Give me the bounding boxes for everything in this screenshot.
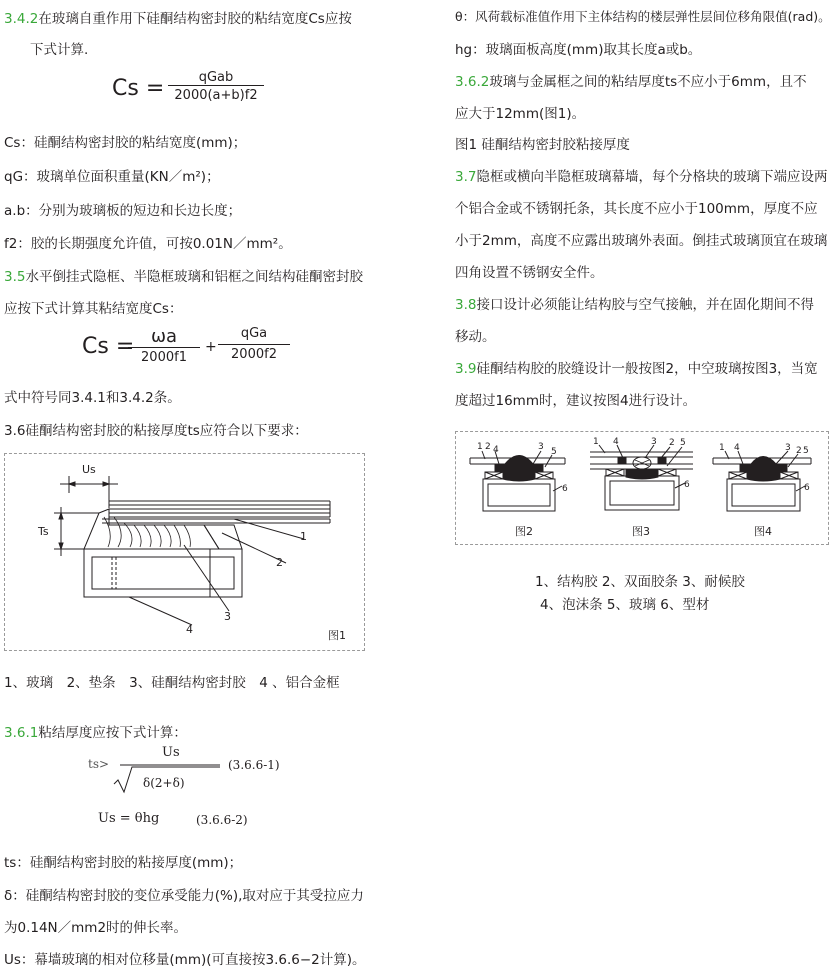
section-3-7-line2: 个铝合金或不锈钢托条，其长度不应小于100mm，厚度不应 (455, 201, 818, 217)
figure-1-caption: 图1 (328, 629, 346, 642)
legend-figure-1: 1、玻璃 2、垫条 3、硅酮结构密封胶 4 、铝合金框 (4, 675, 340, 691)
figure-4-caption: 图4 (754, 525, 772, 538)
definition-theta: θ：风荷载标准值作用下主体结构的楼层弹性层间位移角限值(rad)。 (455, 9, 831, 24)
svg-text:4: 4 (734, 443, 740, 453)
svg-text:1: 1 (719, 443, 725, 453)
section-3-7-line4: 四角设置不锈钢安全件。 (455, 265, 604, 281)
definition-qg: qG：玻璃单位面积重量(KN／m²)； (4, 169, 220, 185)
formula-2-fraction-2 (218, 326, 290, 362)
figure-1-title: 图1 硅酮结构密封胶粘接厚度 (455, 137, 630, 153)
section-3-9-line2: 度超过16mm时，建议按图4进行设计。 (455, 393, 697, 409)
formula-1-numerator: qGab (198, 70, 234, 85)
definition-delta: δ：硅酮结构密封胶的变位承受能力(%),取对应于其受拉应力 (4, 888, 364, 904)
svg-text:2: 2 (796, 446, 802, 456)
formula-3-lhs: ts> (88, 757, 110, 771)
definition-cs: Cs：硅酮结构密封胶的粘结宽度(mm)； (4, 135, 247, 151)
label-ts: Ts (38, 525, 49, 538)
formula-2-numerator-1: ωa (150, 326, 178, 347)
section-3-5-line2: 应按下式计算其粘结宽度Cs： (4, 301, 183, 317)
svg-text:1: 1 (593, 437, 599, 447)
section-number: 3.7 (455, 169, 477, 185)
note-symbols: 式中符号同3.4.1和3.4.2条。 (4, 390, 181, 406)
svg-text:6: 6 (684, 480, 690, 490)
section-number: 3.4.2 (4, 11, 39, 27)
svg-text:5: 5 (551, 447, 557, 457)
svg-text:3: 3 (651, 437, 657, 447)
formula-2-fraction-1 (128, 326, 200, 365)
svg-text:1: 1 (477, 442, 483, 452)
section-3-6-1 (4, 721, 187, 741)
svg-text:2: 2 (485, 442, 491, 452)
label-us: Us (82, 463, 96, 476)
svg-text:3: 3 (785, 443, 791, 453)
section-number: 3.5 (4, 269, 26, 285)
section-3-6-2-line1 (455, 70, 807, 90)
formula-2-lhs: Cs = (82, 334, 135, 359)
section-number: 3.6.2 (455, 74, 490, 90)
formula-4-expression: Us = θhg (98, 811, 160, 826)
figure-2-caption: 图2 (515, 525, 533, 538)
section-text: 在玻璃自重作用下硅酮结构密封胶的粘结宽度Cs应按 (38, 11, 352, 27)
formula-1-denominator: 2000(a+b)f2 (168, 85, 264, 103)
svg-text:3: 3 (538, 442, 544, 452)
definition-f2: f2：胶的长期强度允许值，可按0.01N／mm²。 (4, 236, 292, 252)
section-3-4-2-line1 (4, 7, 352, 27)
formula-2-numerator-2: qGa (240, 326, 268, 341)
svg-text:4: 4 (493, 445, 499, 455)
section-3-7-line1 (455, 165, 827, 185)
formula-2-denominator-2: 2000f2 (218, 344, 290, 362)
label-4: 4 (186, 623, 193, 636)
svg-text:6: 6 (562, 484, 568, 494)
figure-4-section (713, 451, 811, 511)
label-1: 1 (300, 530, 307, 543)
formula-3-denominator: δ(2+δ) (143, 776, 185, 790)
figure-2-section (470, 451, 565, 511)
label-2: 2 (276, 556, 283, 569)
formula-2-denominator-1: 2000f1 (128, 347, 200, 365)
section-text: 隐框或横向半隐框玻璃幕墙，每个分格块的玻璃下端应设两 (476, 169, 828, 185)
svg-text:6: 6 (804, 483, 810, 493)
formula-2-plus: + (205, 339, 217, 355)
figure-3-section (590, 445, 693, 510)
formula-3-numerator: Us (162, 745, 180, 760)
section-number: 3.8 (455, 297, 477, 313)
figure-1-drawing (4, 453, 374, 653)
section-text: 玻璃与金属框之间的粘结厚度ts不应小于6mm，且不 (489, 74, 807, 90)
svg-text:5: 5 (803, 446, 809, 456)
label-3: 3 (224, 610, 231, 623)
section-3-5-line1 (4, 265, 363, 285)
legend-figures-2-4-line2: 4、泡沫条 5、玻璃 6、型材 (540, 597, 710, 613)
formula-1-lhs: Cs = (112, 76, 165, 101)
section-3-4-2-line2: 下式计算. (30, 42, 89, 58)
svg-text:5: 5 (680, 438, 686, 448)
formula-4-tag: (3.6.6-2) (196, 813, 248, 827)
figure-3-caption: 图3 (632, 525, 650, 538)
formula-3-tag: (3.6.6-1) (228, 758, 280, 772)
definition-delta-cont: 为0.14N／mm2时的伸长率。 (4, 920, 188, 936)
section-number: 3.9 (455, 361, 477, 377)
section-3-9-line1 (455, 357, 818, 377)
section-3-6: 3.6硅酮结构密封胶的粘接厚度ts应符合以下要求： (4, 423, 308, 439)
section-text: 粘结厚度应按下式计算： (38, 725, 187, 741)
section-text: 接口设计必须能让结构胶与空气接触，并在固化期间不得 (476, 297, 814, 313)
formula-1-fraction (168, 70, 264, 103)
section-number: 3.6.1 (4, 725, 39, 741)
section-text: 硅酮结构胶的胶缝设计一般按图2，中空玻璃按图3，当宽 (476, 361, 818, 377)
section-3-8-line1 (455, 293, 814, 313)
definition-hg: hg：玻璃面板高度(mm)取其长度a或b。 (455, 42, 702, 58)
section-3-6-2-line2: 应大于12mm(图1)。 (455, 106, 586, 122)
section-3-7-line3: 小于2mm，高度不应露出玻璃外表面。倒挂式玻璃顶宜在玻璃 (455, 233, 828, 249)
definition-ab: a.b：分别为玻璃板的短边和长边长度； (4, 203, 242, 219)
figures-2-4-drawing (455, 431, 835, 547)
definition-ts: ts：硅酮结构密封胶的粘接厚度(mm)； (4, 855, 243, 871)
definition-us: Us：幕墙玻璃的相对位移量(mm)(可直接按3.6.6−2计算)。 (4, 952, 366, 968)
section-text: 水平倒挂式隐框、半隐框玻璃和铝框之间结构硅酮密封胶 (25, 269, 363, 285)
legend-figures-2-4-line1: 1、结构胶 2、双面胶条 3、耐候胶 (535, 574, 745, 590)
section-3-8-line2: 移动。 (455, 329, 496, 345)
svg-text:2: 2 (669, 438, 675, 448)
svg-text:4: 4 (613, 437, 619, 447)
